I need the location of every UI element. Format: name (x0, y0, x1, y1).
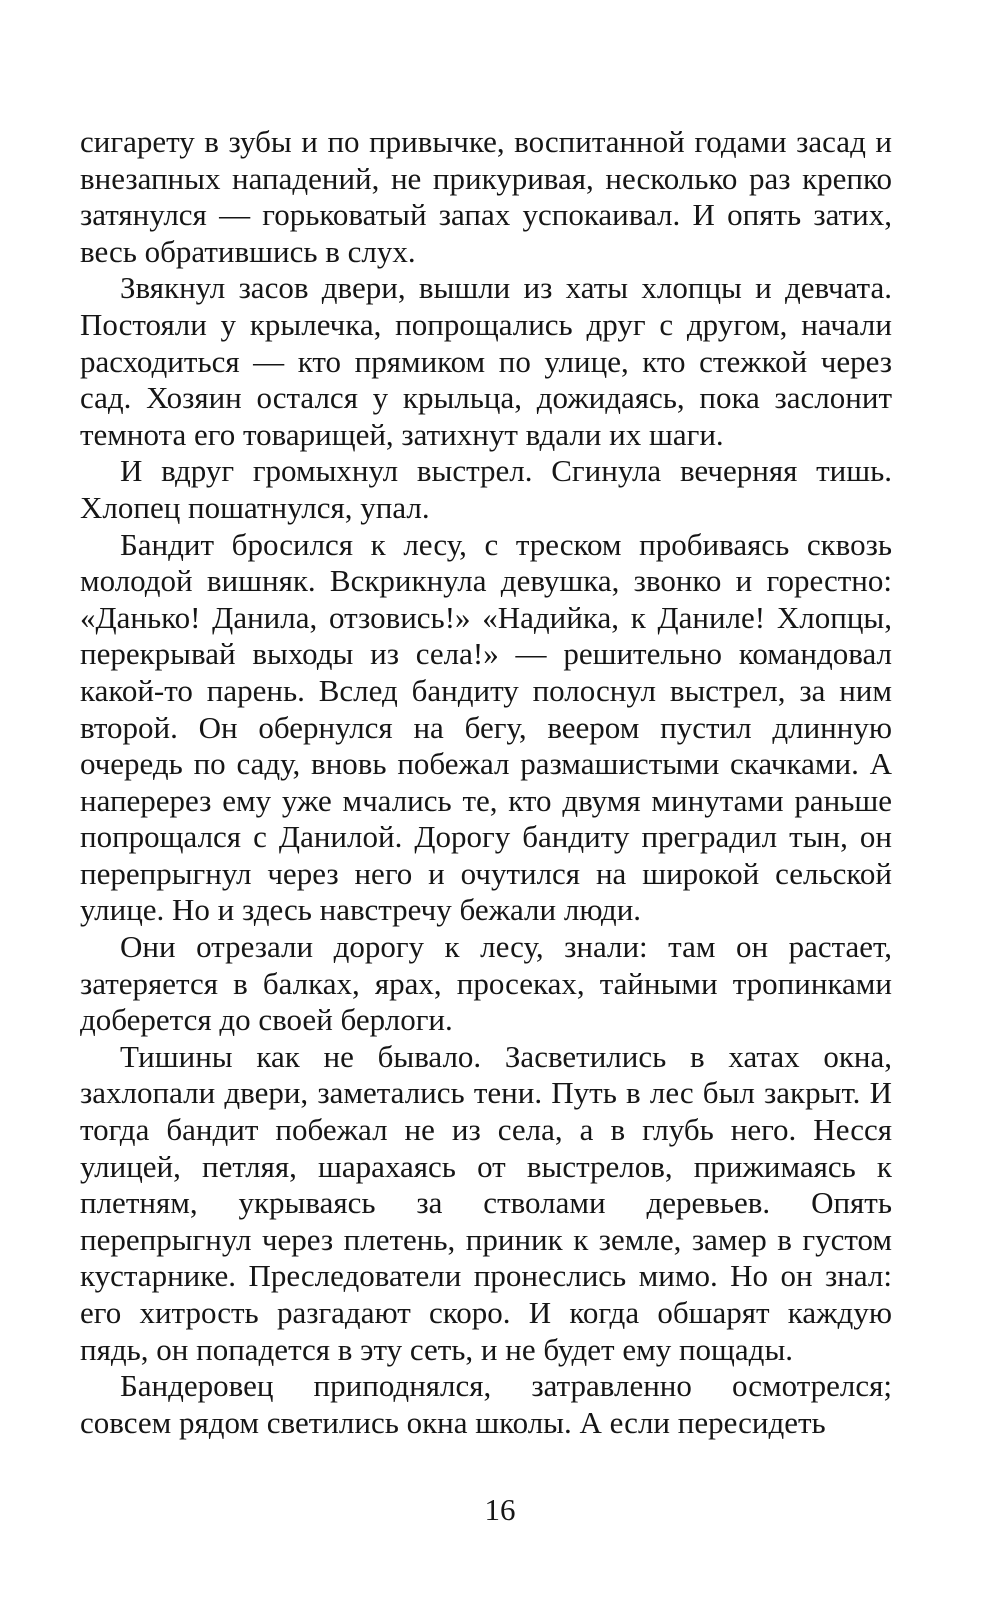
paragraph-7: Бандеровец приподнялся, затравленно осмотрелся; совсем рядом светились окна школы. А если пересидеть (80, 1368, 892, 1440)
body-text (80, 124, 892, 1441)
paragraph-5: Они отрезали дорогу к лесу, знали: там он растает, затеряется в балках, ярах, просеках, тайными тропинками доберется до своей берлоги. (80, 929, 892, 1038)
paragraph-4: Бандит бросился к лесу, с треском пробиваясь сквозь молодой вишняк. Вскрикнула девушка, звонко и горестно: «Данько! Данила, отзовись!» «Надийка, к Даниле! Хлопцы, перекрывай выходы из села!» — решительно командовал какой-то парень. Вслед бандиту полоснул выстрел, за ним второй. Он обернулся на бегу, веером пустил длинную очередь по саду, вновь побежал размашистыми скачками. А наперерез ему уже мчались те, кто двумя минутами раньше попрощался с Данилой. Дорогу бандиту преградил тын, он перепрыгнул через него и очутился на широкой сельской улице. Но и здесь навстречу бежали люди. (80, 526, 892, 928)
paragraph-3: И вдруг громыхнул выстрел. Сгинула вечерняя тишь. Хлопец пошатнулся, упал. (80, 453, 892, 525)
paragraph-2: Звякнул засов двери, вышли из хаты хлопцы и девчата. Постояли у крылечка, попрощались друг с другом, начали расходиться — кто прямиком по улице, кто стежкой через сад. Хозяин остался у крыльца, дожидаясь, пока заслонит темнота его товарищей, затихнут вдали их шаги. (80, 270, 892, 452)
page-number: 16 (484, 1492, 516, 1527)
paragraph-6: Тишины как не бывало. Засветились в хатах окна, захлопали двери, заметались тени. Путь в лес был закрыт. И тогда бандит побежал не из села, а в глубь него. Несся улицей, петляя, шарахаясь от выстрелов, прижимаясь к плетням, укрываясь за стволами деревьев. Опять перепрыгнул через плетень, приник к земле, замер в густом кустарнике. Преследователи пронеслись мимо. Но он знал: его хитрость разгадают скоро. И когда обшарят каждую пядь, он попадется в эту сеть, и не будет ему пощады. (80, 1038, 892, 1367)
paragraph-1: сигарету в зубы и по привычке, воспитанной годами засад и внезапных нападений, не прикуривая, несколько раз крепко затянулся — горьковатый запах успокаивал. И опять затих, весь обратившись в слух. (80, 124, 892, 269)
